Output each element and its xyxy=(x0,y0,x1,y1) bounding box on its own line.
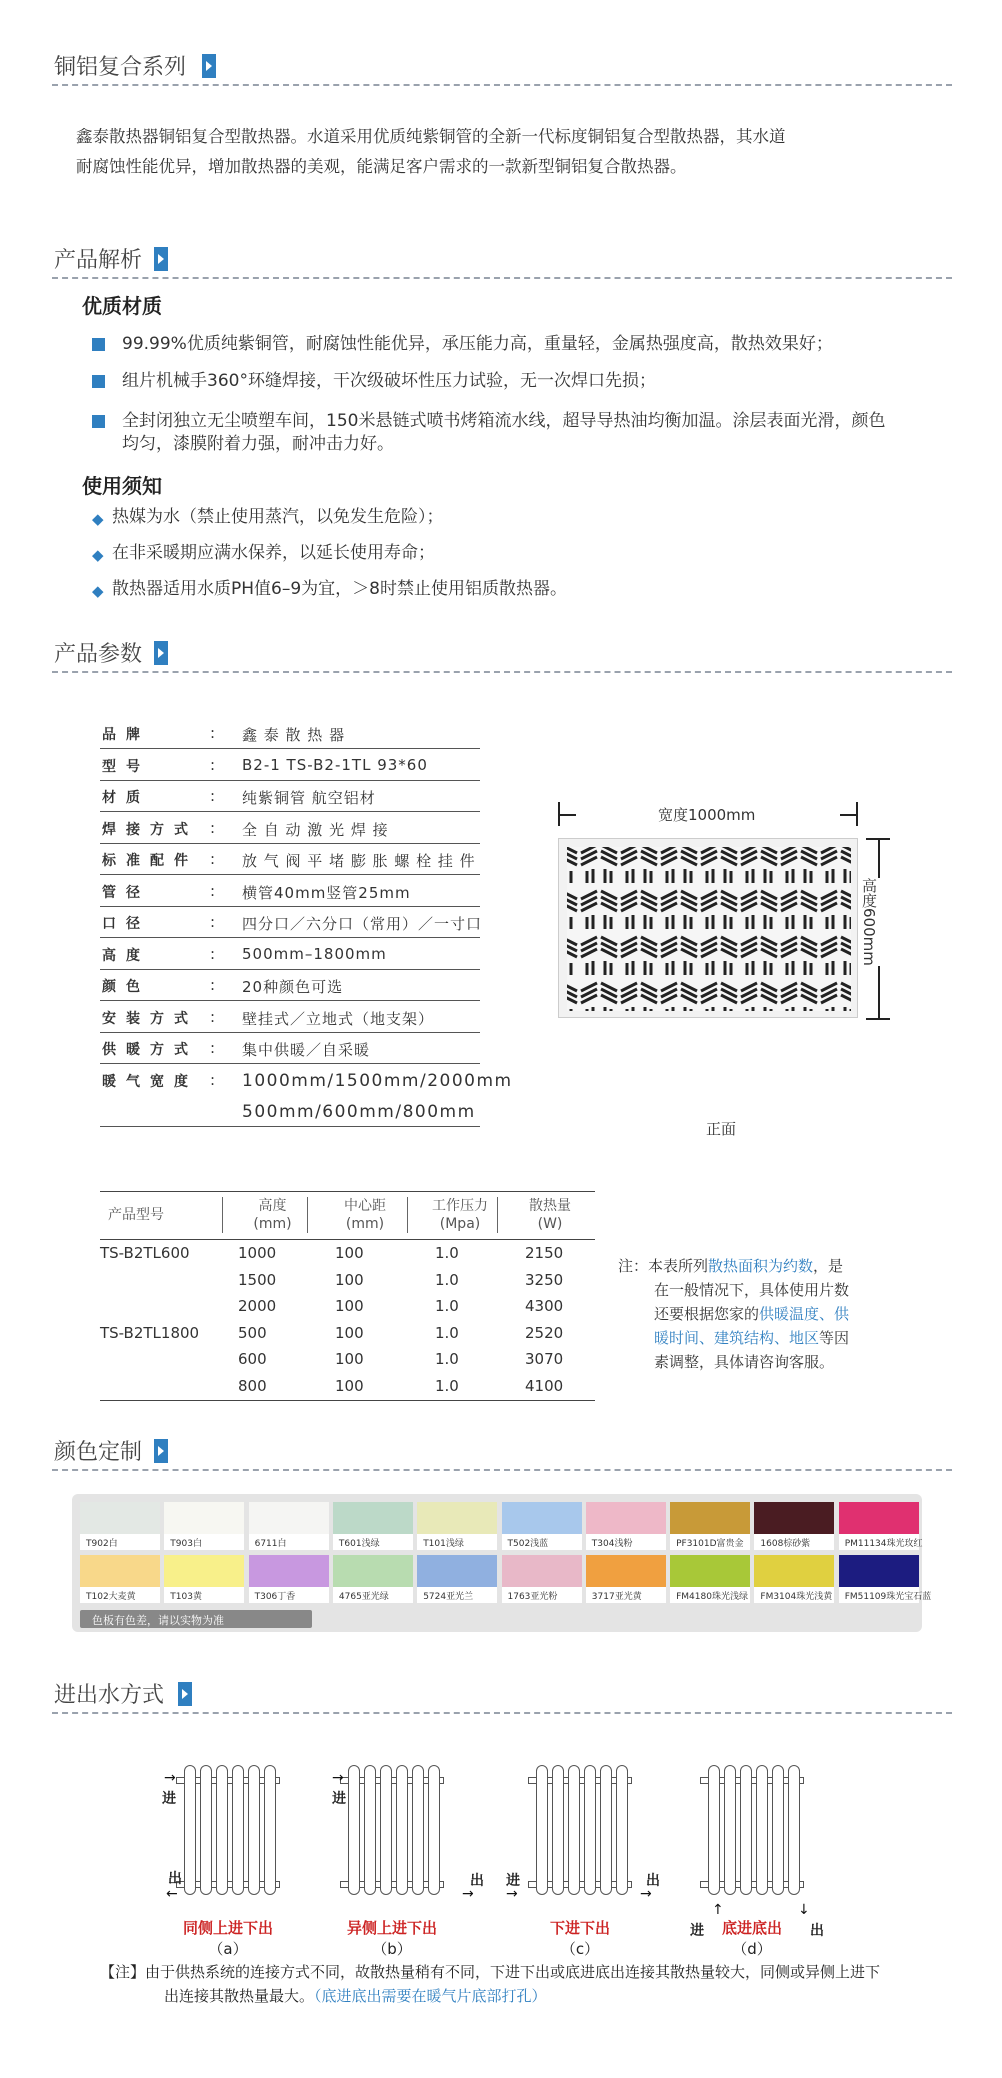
color-swatch[interactable] xyxy=(839,1502,923,1549)
spec-key: 型号 xyxy=(102,758,150,775)
table-cell: 100 xyxy=(335,1323,364,1342)
section-title: 铜铝复合系列 xyxy=(54,55,187,80)
arrow-icon xyxy=(178,1682,192,1706)
radiator-fin xyxy=(428,1765,440,1895)
intro-paragraph xyxy=(76,122,896,182)
radiator-front-image xyxy=(558,838,858,1018)
radiator-fin xyxy=(348,1765,360,1895)
section-title: 颜色定制 xyxy=(54,1440,143,1465)
spec-colon: : xyxy=(210,850,216,868)
spec-value: 放 气 阀 平 堵 膨 胀 螺 栓 挂 件 xyxy=(242,852,476,870)
inlet-arrow-icon: → xyxy=(332,1770,344,1786)
spec-value: 500mm–1800mm xyxy=(242,944,387,963)
swatch-label: T502浅蓝 xyxy=(507,1539,549,1549)
spec-row xyxy=(100,718,480,749)
outlet-arrow-icon: ↓ xyxy=(798,1902,810,1918)
swatch-label: T902白 xyxy=(86,1539,118,1549)
swatch-label: T304浅粉 xyxy=(591,1539,633,1549)
spec-colon: : xyxy=(210,787,216,805)
table-cell: 100 xyxy=(335,1297,364,1315)
spec-colon: : xyxy=(210,755,216,774)
swatch-label: 1763亚光粉 xyxy=(507,1592,558,1602)
header-separator xyxy=(222,1197,223,1233)
color-swatch[interactable] xyxy=(502,1502,582,1549)
color-swatch[interactable] xyxy=(333,1555,413,1602)
radiator-fin xyxy=(616,1765,628,1895)
flow-caption: 同侧上进下出 xyxy=(182,1919,273,1937)
spec-value: 20种颜色可选 xyxy=(242,978,344,996)
radiator-fin xyxy=(552,1765,564,1895)
table-cell: 4300 xyxy=(525,1297,564,1315)
outlet-label: 出 xyxy=(646,1873,660,1889)
outlet-arrow-icon: ← xyxy=(166,1886,178,1902)
spec-colon: : xyxy=(210,1070,216,1089)
radiator-fin xyxy=(396,1765,408,1895)
radiator-fin xyxy=(184,1765,196,1895)
spec-key: 标准配件 xyxy=(102,853,198,869)
spec-colon: : xyxy=(210,976,216,994)
section-header-series xyxy=(52,50,952,86)
list-item: 全封闭独立无尘喷塑车间，150米悬链式喷书烤箱流水线，超导导热油均衡加温。涂层表面光滑，颜色均匀，漆膜附着力强，耐冲击力好。 xyxy=(92,410,912,458)
spec-row xyxy=(100,750,480,781)
spec-row xyxy=(100,970,480,1001)
outlet-label: 出 xyxy=(470,1873,484,1889)
radiator-fin xyxy=(200,1765,212,1895)
width-label: 宽度1000mm xyxy=(658,806,756,824)
header-separator xyxy=(497,1197,498,1233)
table-cell: 1.0 xyxy=(435,1297,459,1315)
spec-colon: : xyxy=(210,1039,216,1057)
usage-heading: 使用须知 xyxy=(82,474,162,498)
section-title: 产品解析 xyxy=(54,248,143,273)
list-item: ◆ 热媒为水（禁止使用蒸汽，以免发生危险）； xyxy=(92,506,912,530)
spec-key: 焊接方式 xyxy=(102,821,198,838)
spec-key: 暖气宽度 xyxy=(102,1073,198,1090)
table-cell: 1.0 xyxy=(435,1350,459,1368)
radiator-fin xyxy=(584,1765,596,1895)
table-cell: 2150 xyxy=(525,1244,564,1262)
cube-pattern-graphic xyxy=(559,839,858,1018)
product-figure xyxy=(556,800,896,1140)
table-cell: 4100 xyxy=(525,1376,564,1395)
table-cell: 1500 xyxy=(238,1270,277,1289)
spec-key: 品牌 xyxy=(102,727,150,743)
list-item: ◆ 散热器适用水质PH值6–9为宜，＞8时禁止使用铝质散热器。 xyxy=(92,578,912,602)
table-note: 注：本表所列散热面积为约数，是 在一般情况下，具体使用片数 还要根据您家的供暖温度、供 暖时间、建筑结构、地区等因 素调整，具体请咨询客服。 xyxy=(618,1257,850,1371)
spec-key: 高度 xyxy=(102,947,150,964)
section-title: 进出水方式 xyxy=(54,1683,165,1708)
swatch-label: FM4180珠光浅绿 xyxy=(676,1592,748,1602)
spec-colon: : xyxy=(210,818,216,837)
inlet-arrow-icon: → xyxy=(164,1770,176,1786)
inlet-label: 进 xyxy=(162,1791,176,1807)
color-swatch[interactable] xyxy=(80,1502,160,1549)
swatch-label: 4765亚光绿 xyxy=(338,1592,389,1602)
color-swatch[interactable] xyxy=(417,1555,497,1602)
square-bullet-icon xyxy=(92,375,105,388)
radiator-fin xyxy=(232,1765,244,1895)
swatch-label: T903白 xyxy=(170,1539,202,1549)
list-item: 组片机械手360°环缝焊接，干次级破坏性压力试验，无一次焊口先损； xyxy=(92,370,912,394)
outlet-label: 出 xyxy=(810,1923,824,1939)
spec-value: 鑫 泰 散 热 器 xyxy=(242,726,346,744)
spec-row xyxy=(100,1065,513,1096)
table-cell: 1000 xyxy=(238,1244,277,1262)
radiator-fin xyxy=(364,1765,376,1895)
flow-caption: 下进下出 xyxy=(549,1919,610,1937)
spec-row xyxy=(100,1096,480,1127)
radiator-fin xyxy=(600,1765,612,1895)
intro-line: 鑫泰散热器铜铝复合型散热器。水道采用优质纯紫铜管的全新一代标度铜铝复合型散热器，其水道 xyxy=(76,127,786,146)
spec-row xyxy=(100,844,480,875)
header-separator xyxy=(307,1197,308,1233)
color-swatch[interactable] xyxy=(249,1555,329,1602)
color-swatch[interactable] xyxy=(502,1555,582,1602)
table-cell: 1.0 xyxy=(435,1323,459,1342)
swatch-label: 3717亚光黄 xyxy=(591,1592,642,1602)
radiator-fin xyxy=(216,1765,228,1895)
spec-value: 1000mm/1500mm/2000mm xyxy=(242,1070,513,1091)
inlet-label: 进 xyxy=(506,1873,520,1889)
spec-key: 管径 xyxy=(102,884,150,901)
radiator-diagram xyxy=(168,1755,288,1915)
section-header-analysis xyxy=(52,243,952,279)
color-swatch[interactable] xyxy=(333,1502,413,1549)
spec-row xyxy=(100,813,480,844)
radiator-fin xyxy=(772,1765,784,1895)
table-cell: 100 xyxy=(335,1244,364,1262)
flow-letter: （c） xyxy=(560,1940,600,1958)
list-item: ◆ 在非采暖期应满水保养，以延长使用寿命； xyxy=(92,542,912,566)
spec-value: 四分口／六分口（常用）／一寸口 xyxy=(242,915,483,933)
square-bullet-icon xyxy=(92,415,105,428)
arrow-icon xyxy=(154,1439,168,1463)
swatch-label: FM3104珠光浅黄 xyxy=(760,1592,833,1602)
outlet-arrow-icon: → xyxy=(462,1886,474,1902)
swatch-label: T103黄 xyxy=(170,1592,202,1602)
spec-row xyxy=(100,939,480,970)
color-palette xyxy=(72,1494,932,1632)
arrow-icon xyxy=(202,54,216,78)
width-dimension xyxy=(558,802,858,826)
spec-key: 口径 xyxy=(102,916,150,932)
spec-value: 全 自 动 激 光 焊 接 xyxy=(242,820,389,839)
table-header: 散热量 (W) xyxy=(529,1198,571,1232)
section-header-flow xyxy=(52,1678,952,1714)
radiator-fin xyxy=(264,1765,276,1895)
swatch-label: 6711白 xyxy=(254,1539,287,1549)
table-cell: 2520 xyxy=(525,1323,564,1342)
table-cell: 3070 xyxy=(525,1350,564,1368)
section-title: 产品参数 xyxy=(54,642,143,667)
outlet-arrow-icon: → xyxy=(640,1886,652,1902)
spec-row xyxy=(100,781,480,812)
flow-caption: 底进底出 xyxy=(721,1919,782,1937)
color-swatch[interactable] xyxy=(249,1502,329,1549)
table-header: 工作压力 (Mpa) xyxy=(432,1198,488,1232)
radiator-fin xyxy=(740,1765,752,1895)
radiator-fin xyxy=(412,1765,424,1895)
color-swatch[interactable] xyxy=(164,1555,244,1602)
radiator-fin xyxy=(756,1765,768,1895)
inlet-label: 进 xyxy=(332,1791,346,1807)
flow-letter: （d） xyxy=(732,1940,772,1958)
flow-caption: 异侧上进下出 xyxy=(346,1919,437,1937)
palette-footnote: 色板有色差，请以实物为准 xyxy=(80,1610,312,1628)
table-header: 产品型号 xyxy=(108,1207,164,1223)
color-swatch[interactable] xyxy=(164,1502,244,1549)
quality-heading: 优质材质 xyxy=(82,294,162,318)
table-cell: 500 xyxy=(238,1323,267,1342)
radiator-fin xyxy=(568,1765,580,1895)
table-cell: 100 xyxy=(335,1350,364,1368)
radiator-diagram xyxy=(692,1755,812,1915)
list-item: 99.99%优质纯紫铜管，耐腐蚀性能优异，承压能力高，重量轻，金属热强度高，散热效果好； xyxy=(92,333,912,357)
spec-colon: : xyxy=(210,881,216,900)
arrow-icon xyxy=(154,641,168,665)
section-header-colors xyxy=(52,1435,952,1471)
table-cell: 800 xyxy=(238,1376,267,1395)
color-swatch[interactable] xyxy=(586,1502,666,1549)
spec-value: 横管40mm竖管25mm xyxy=(242,883,411,902)
radiator-fin xyxy=(380,1765,392,1895)
spec-key: 颜色 xyxy=(102,979,150,995)
figure-caption: 正面 xyxy=(706,1120,737,1138)
spec-value: 壁挂式／立地式（地支架） xyxy=(242,1009,435,1028)
swatch-label: T601浅绿 xyxy=(338,1539,380,1549)
color-swatch[interactable] xyxy=(670,1555,750,1602)
table-cell: TS-B2TL1800 xyxy=(100,1323,200,1342)
swatch-label: T306丁香 xyxy=(254,1592,296,1602)
swatch-label: T101浅绿 xyxy=(423,1539,464,1549)
arrow-icon xyxy=(154,247,168,271)
diamond-bullet-icon: ◆ xyxy=(92,510,104,528)
spec-value: 纯紫铜管 航空铝材 xyxy=(242,789,376,807)
table-cell: 2000 xyxy=(238,1297,277,1315)
spec-colon: : xyxy=(210,724,216,742)
spec-colon: : xyxy=(210,944,216,963)
intro-line: 耐腐蚀性能优异，增加散热器的美观，能满足客户需求的一款新型铜铝复合散热器。 xyxy=(76,157,687,176)
outlet-label: 出 xyxy=(168,1871,182,1887)
flow-letter: （a） xyxy=(208,1940,248,1958)
table-cell: 1.0 xyxy=(435,1270,459,1289)
radiator-fin xyxy=(788,1765,800,1895)
table-cell: 1.0 xyxy=(435,1376,459,1395)
radiator-diagram xyxy=(520,1755,640,1915)
header-separator xyxy=(407,1197,408,1233)
spec-value: 集中供暖／自采暖 xyxy=(242,1041,371,1059)
spec-value: 500mm/600mm/800mm xyxy=(242,1102,476,1122)
radiator-fin xyxy=(724,1765,736,1895)
radiator-diagram xyxy=(332,1755,452,1915)
height-dimension xyxy=(860,838,894,1020)
table-rule xyxy=(100,1239,595,1240)
table-rule xyxy=(100,1400,595,1401)
color-swatch[interactable] xyxy=(417,1502,497,1549)
color-swatch[interactable] xyxy=(754,1555,834,1602)
inlet-label: 进 xyxy=(690,1923,704,1939)
flow-note: 【注】由于供热系统的连接方式不同，故散热量稍有不同，下进下出或底进底出连接其散热量较大，同侧或异侧上进下 出连接其散热量最大。（底进底出需要在暖气片底部打孔） xyxy=(100,1963,881,2005)
spec-colon: : xyxy=(210,1007,216,1026)
swatch-label: 5724亚光兰 xyxy=(423,1592,474,1602)
swatch-label: T102大麦黄 xyxy=(86,1592,136,1602)
swatch-label: PF3101D富贵金 xyxy=(676,1539,744,1549)
spec-colon: : xyxy=(210,913,216,931)
diamond-bullet-icon: ◆ xyxy=(92,582,104,600)
flow-letter: （b） xyxy=(372,1940,412,1958)
spec-key: 材质 xyxy=(102,790,150,806)
spec-table xyxy=(100,718,513,1138)
spec-value: B2-1 TS-B2-1TL 93*60 xyxy=(242,755,428,774)
color-swatch[interactable] xyxy=(670,1502,750,1549)
radiator-fin xyxy=(708,1765,720,1895)
swatch-label: FM51109珠光宝石蓝 xyxy=(844,1592,932,1602)
square-bullet-icon xyxy=(92,338,105,351)
swatch-label: PM11134珠光玫红 xyxy=(844,1539,923,1549)
color-swatch[interactable] xyxy=(839,1555,932,1602)
table-cell: 100 xyxy=(335,1376,364,1395)
spec-row xyxy=(100,907,483,938)
table-cell: 600 xyxy=(238,1350,267,1368)
spec-row xyxy=(100,1033,480,1064)
spec-row xyxy=(100,876,480,907)
table-cell: 100 xyxy=(335,1270,364,1289)
table-cell: 3250 xyxy=(525,1270,564,1289)
table-cell: TS-B2TL600 xyxy=(100,1244,190,1262)
color-swatch[interactable] xyxy=(80,1555,160,1602)
color-swatch[interactable] xyxy=(754,1502,834,1549)
spec-key: 供暖方式 xyxy=(102,1042,198,1058)
swatch-label: 1608棕砂紫 xyxy=(760,1539,811,1549)
height-label: 高度600mm xyxy=(860,878,878,966)
radiator-fin xyxy=(536,1765,548,1895)
inlet-arrow-icon: → xyxy=(506,1886,518,1902)
table-header: 中心距 (mm) xyxy=(344,1198,386,1232)
color-swatch[interactable] xyxy=(586,1555,666,1602)
diamond-bullet-icon: ◆ xyxy=(92,546,104,564)
table-cell: 1.0 xyxy=(435,1244,459,1262)
performance-table xyxy=(100,1191,600,1401)
table-header: 高度 (mm) xyxy=(253,1198,292,1232)
inlet-arrow-icon: ↑ xyxy=(712,1902,724,1918)
spec-row xyxy=(100,1002,480,1033)
section-header-params xyxy=(52,637,952,673)
radiator-fin xyxy=(248,1765,260,1895)
spec-key: 安装方式 xyxy=(102,1010,198,1027)
